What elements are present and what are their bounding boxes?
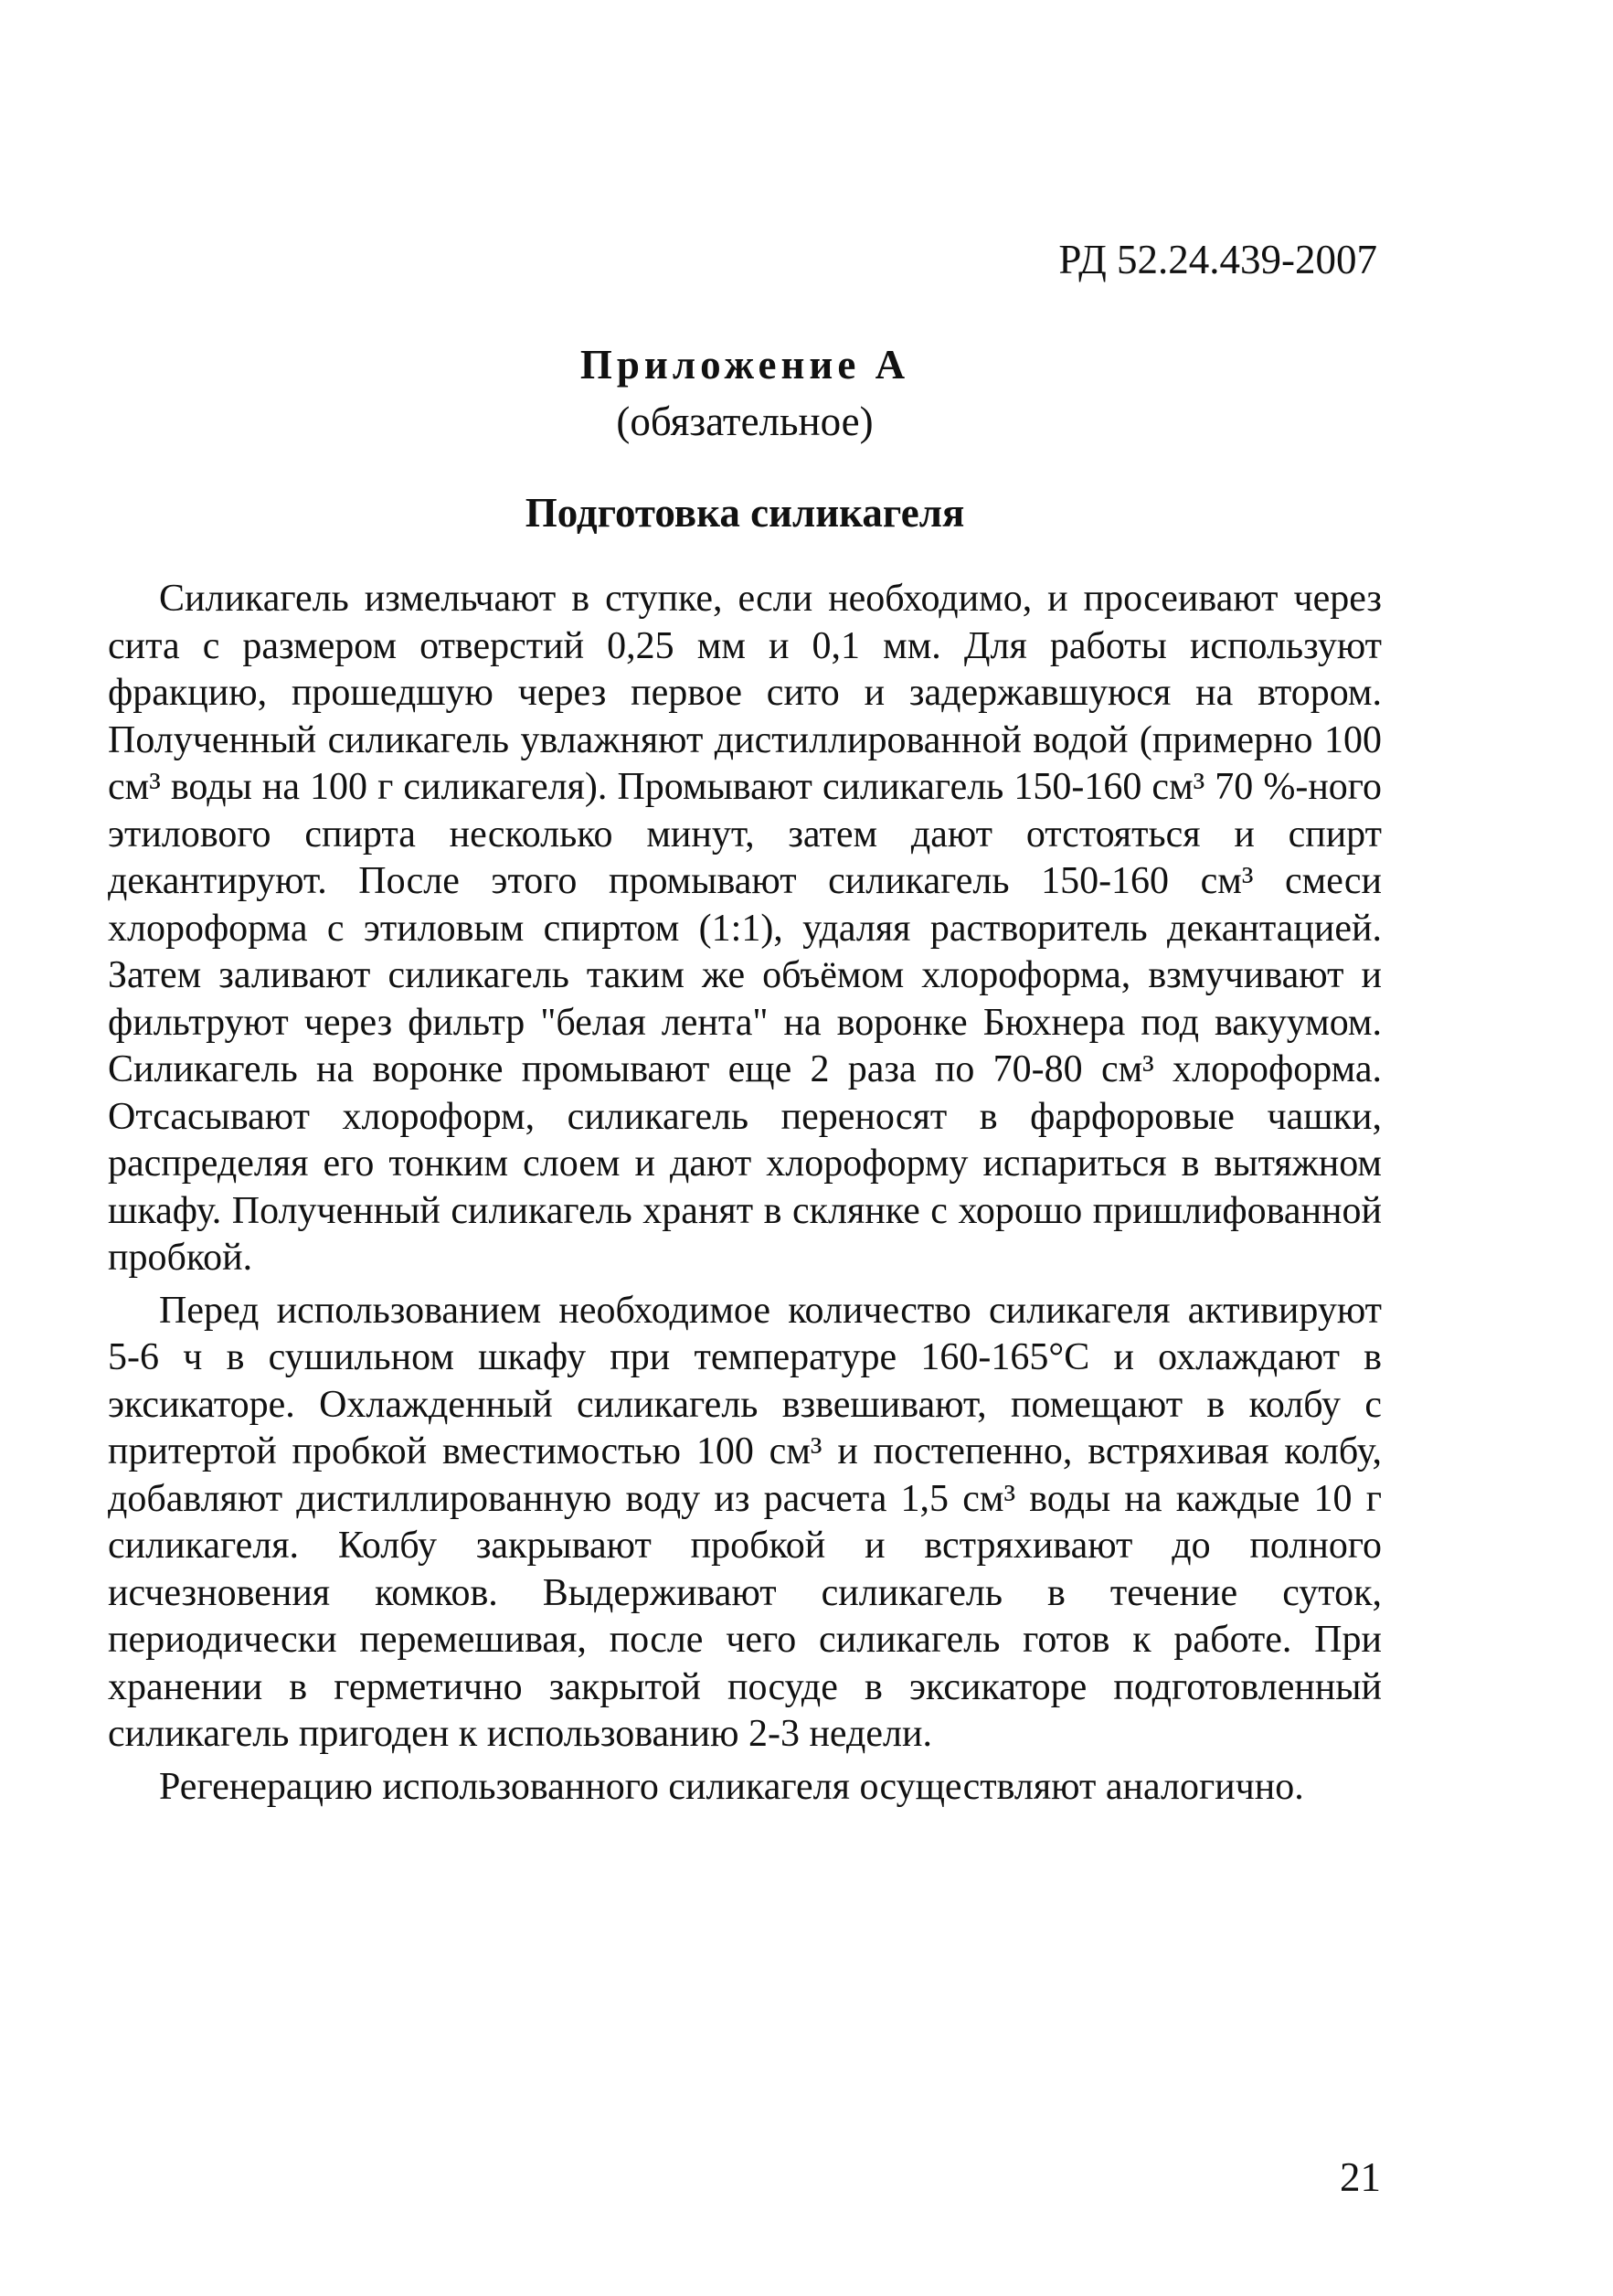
document-code: РД 52.24.439-2007 (1058, 237, 1377, 282)
page-number: 21 (1340, 2154, 1381, 2200)
paragraph: Перед использованием необходимое количество силикагеля активируют 5-6 ч в сушильном шкафу при температуре 160-165°С и охлаждают в эксикаторе. Охлажденный силикагель взвешивают, помещают в колбу с притертой пробкой вместимостью 100 см³ и постепенно, встряхивая колбу, добавляют дистиллированную воду из расчета 1,5 см³ воды на каждые 10 г силикагеля. Колбу закрывают пробкой и встряхивают до полного исчезновения комков. Выдерживают силикагель в течение суток, периодически перемешивая, после чего силикагель готов к работе. При хранении в герметично закрытой посуде в эксикаторе подготовленный силикагель пригоден к использованию 2-3 недели. (108, 1289, 1382, 1755)
appendix-status: (обязательное) (616, 399, 874, 444)
section-title: Подготовка силикагеля (525, 490, 965, 536)
paragraph: Регенерацию использованного силикагеля осуществляют аналогично. (159, 1765, 1304, 1808)
paragraph: Силикагель измельчают в ступке, если необходимо, и просеивают через сита с размером отверстий 0,25 мм и 0,1 мм. Для работы используют фракцию, прошедшую через первое сито и задержавшуюся на втором. Полученный силикагель увлажняют дистиллированной водой (примерно 100 см³ воды на 100 г силикагеля). Промывают силикагель 150-160 см³ 70 %-ного этилового спирта несколько минут, затем дают отстояться и спирт декантируют. После этого промывают силикагель 150-160 см³ смеси хлороформа с этиловым спиртом (1:1), удаляя растворитель декантацией. Затем заливают силикагель таким же объёмом хлороформа, взмучивают и фильтруют через фильтр "белая лента" на воронке Бюхнера под вакуумом. Силикагель на воронке промывают еще 2 раза по 70-80 см³ хлороформа. Отсасывают хлороформ, силикагель переносят в фарфоровые чашки, распределяя его тонким слоем и дают хлороформу испариться в вытяжном шкафу. Полученный силикагель хранят в склянке с хорошо пришлифованной пробкой. (108, 578, 1382, 1279)
body-text (108, 576, 1382, 1816)
appendix-heading (0, 336, 1490, 450)
appendix-title: Приложение А (579, 342, 910, 388)
